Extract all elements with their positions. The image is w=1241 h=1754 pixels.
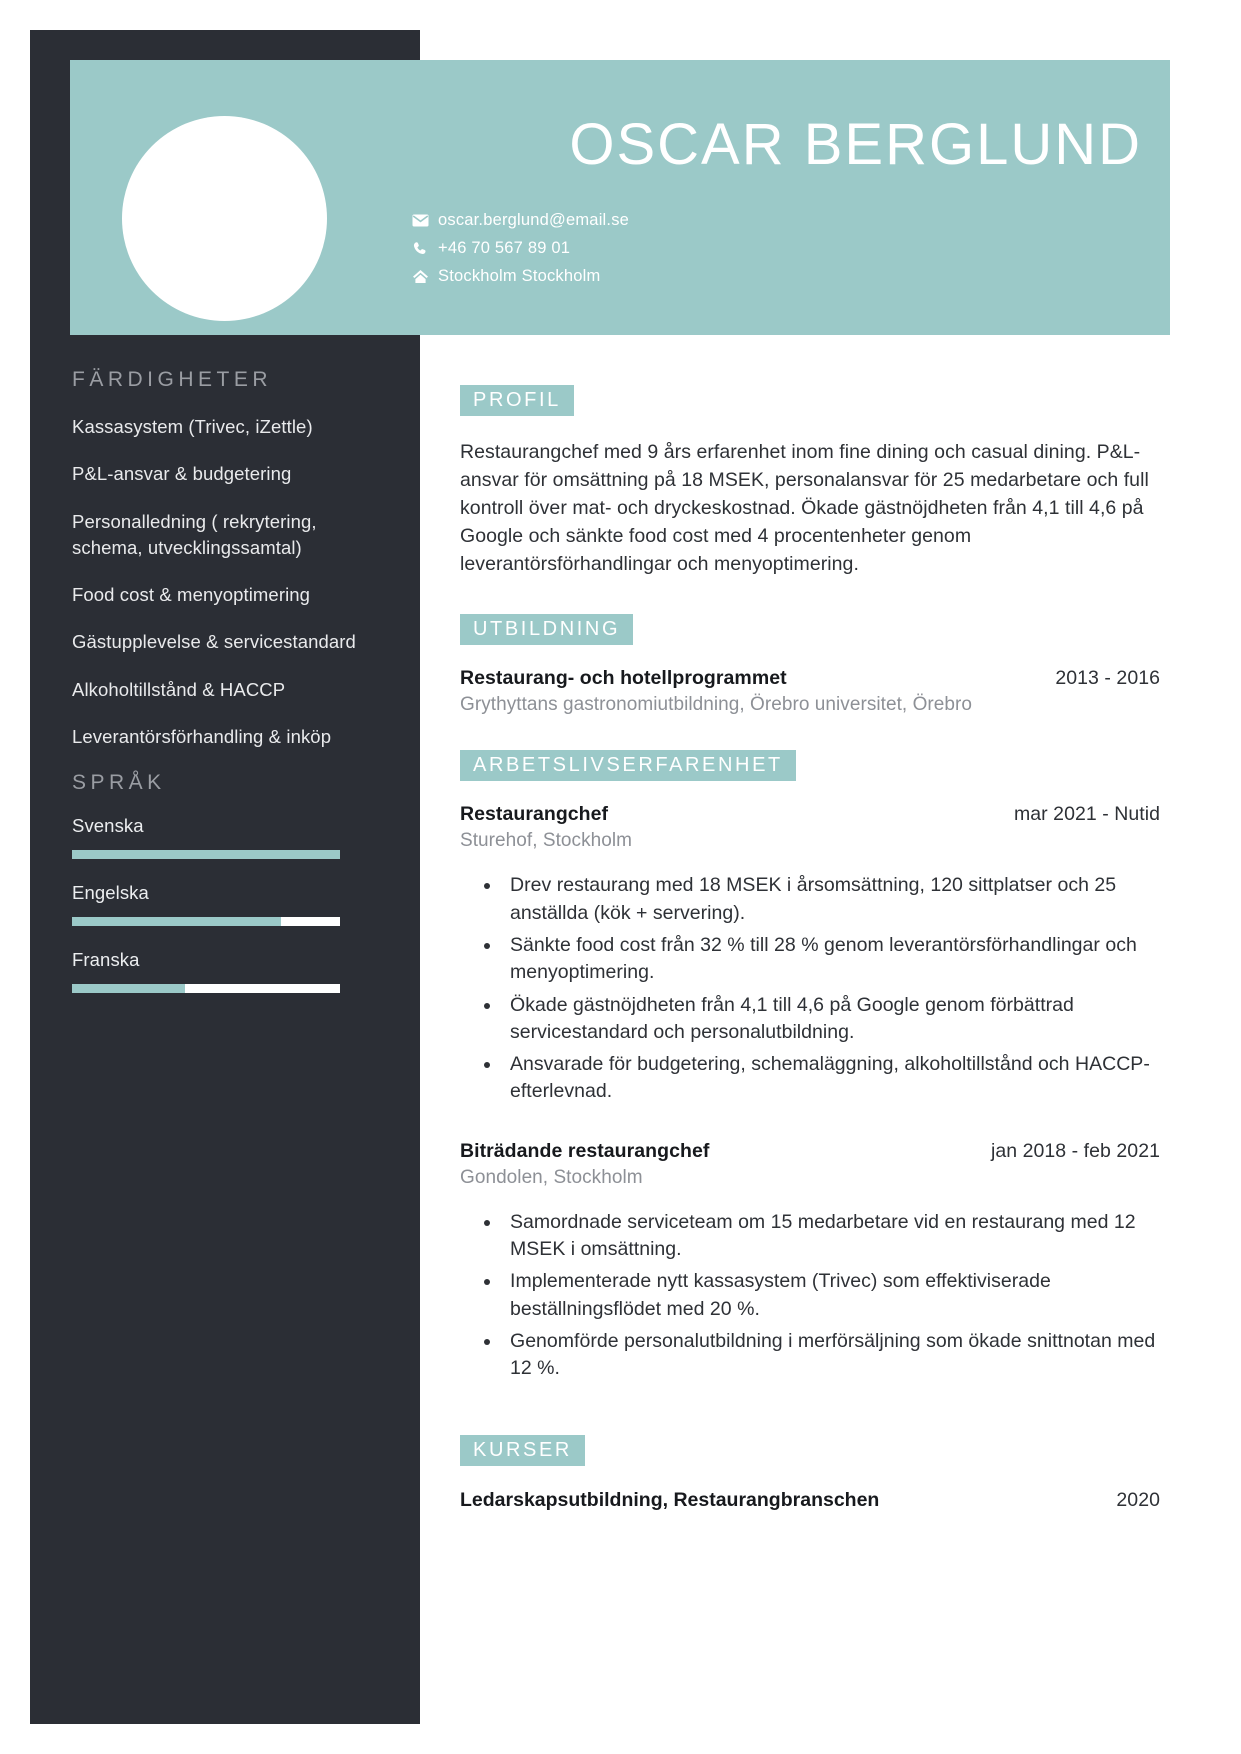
contact-location-text: Stockholm Stockholm — [438, 267, 601, 285]
language-progress-bar — [72, 850, 340, 859]
list-item: Leverantörsförhandling & inköp — [72, 725, 332, 747]
profile-text: Restaurangchef med 9 års erfarenhet inom fine dining och casual dining. P&L-ansvar för omsättning på 18 MSEK, personalansvar för 25 medarbetare och full kontroll över mat- och dryckeskostnad. Ökade gästnöjdheten från 4,1 till 4,6 på Google och sänkte food cost med 4 procentenheter genom leverantörsförhandlingar och menyoptimering. — [460, 441, 1149, 576]
education-date: 2013 - 2016 — [1055, 667, 1160, 690]
list-item: Kassasystem (Trivec, iZettle) — [72, 416, 313, 437]
contact-email-text: oscar.berglund@email.se — [438, 211, 630, 229]
list-item — [72, 882, 392, 926]
languages-list — [72, 815, 392, 993]
experience-entry — [460, 1140, 1160, 1383]
education-heading: UTBILDNING — [460, 614, 633, 645]
envelope-icon — [412, 214, 438, 227]
experience-entry — [460, 803, 1160, 1105]
section-courses — [460, 1435, 1160, 1514]
language-label: Svenska — [72, 815, 144, 837]
list-item: • Ansvarade för budgetering, schemaläggning, alkoholtillstånd och HACCP-efterlevnad. — [502, 1051, 1160, 1106]
list-item: Alkoholtillstånd & HACCP — [72, 678, 286, 700]
profile-heading: PROFIL — [460, 385, 574, 416]
course-title: Ledarskapsutbildning, Restaurangbranschen — [460, 1488, 880, 1511]
language-progress-bar — [72, 917, 340, 926]
education-subtitle: Grythyttans gastronomiutbildning, Örebro universitet, Örebro — [460, 694, 973, 716]
experience-subtitle: Gondolen, Stockholm — [460, 1166, 643, 1188]
section-education — [460, 614, 1160, 716]
contact-location[interactable] — [412, 264, 1052, 289]
page-title: OSCAR BERGLUND — [569, 112, 1142, 177]
list-item: P&L-ansvar & budgetering — [72, 463, 292, 485]
course-date: 2020 — [1116, 1488, 1160, 1511]
skills-heading: FÄRDIGHETER — [72, 368, 273, 391]
experience-title: Biträdande restaurangchef — [460, 1139, 710, 1162]
education-entry — [460, 667, 1160, 716]
language-label: Engelska — [72, 882, 149, 904]
experience-date: jan 2018 - feb 2021 — [990, 1139, 1160, 1162]
list-item: • Samordnade serviceteam om 15 medarbetare vid en restaurang med 12 MSEK i omsättning. — [502, 1209, 1160, 1264]
experience-heading: ARBETSLIVSERFARENHET — [460, 750, 796, 781]
languages-heading: SPRÅK — [72, 771, 166, 795]
list-item: Food cost & menyoptimering — [72, 584, 311, 606]
language-progress-fill — [72, 850, 340, 859]
resume-header — [70, 60, 1170, 335]
contact-email[interactable] — [412, 208, 1052, 233]
list-item — [72, 815, 392, 859]
home-icon — [412, 269, 438, 284]
section-experience — [460, 750, 1160, 1382]
language-label: Franska — [72, 949, 140, 971]
experience-bullets — [460, 1209, 1160, 1383]
section-profile — [460, 385, 1160, 578]
course-entry — [460, 1488, 1160, 1514]
experience-bullets — [460, 872, 1160, 1105]
skills-list — [72, 414, 392, 750]
main-content — [460, 385, 1160, 1517]
avatar — [122, 116, 327, 321]
language-progress-bar — [72, 984, 340, 993]
language-progress-fill — [72, 984, 185, 993]
experience-date: mar 2021 - Nutid — [1013, 803, 1160, 826]
list-item: • Genomförde personalutbildning i merförsäljning som ökade snittnotan med 12 %. — [502, 1328, 1160, 1383]
sidebar — [30, 368, 420, 1016]
experience-subtitle: Sturehof, Stockholm — [460, 830, 633, 852]
list-item: • Sänkte food cost från 32 % till 28 % genom leverantörsförhandlingar och menyoptimering. — [502, 932, 1160, 987]
list-item: Personalledning ( rekrytering, schema, utvecklingssamtal) — [72, 510, 317, 558]
list-item: • Implementerade nytt kassasystem (Trivec) som effektiviserade beställningsflödet med 20 %. — [502, 1268, 1160, 1323]
list-item — [72, 949, 392, 993]
phone-icon — [412, 241, 438, 257]
list-item: Gästupplevelse & servicestandard — [72, 631, 356, 653]
contact-phone-text: +46 70 567 89 01 — [438, 239, 571, 257]
courses-heading: KURSER — [460, 1435, 585, 1466]
list-item: • Ökade gästnöjdheten från 4,1 till 4,6 på Google genom förbättrad servicestandard och personalutbildning. — [502, 992, 1160, 1047]
contact-list — [412, 208, 1052, 292]
list-item: • Drev restaurang med 18 MSEK i årsomsättning, 120 sittplatser och 25 anställda (kök + servering). — [502, 872, 1160, 927]
contact-phone[interactable] — [412, 236, 1052, 261]
language-progress-fill — [72, 917, 281, 926]
education-title: Restaurang- och hotellprogrammet — [460, 667, 787, 690]
experience-title: Restaurangchef — [460, 803, 609, 826]
